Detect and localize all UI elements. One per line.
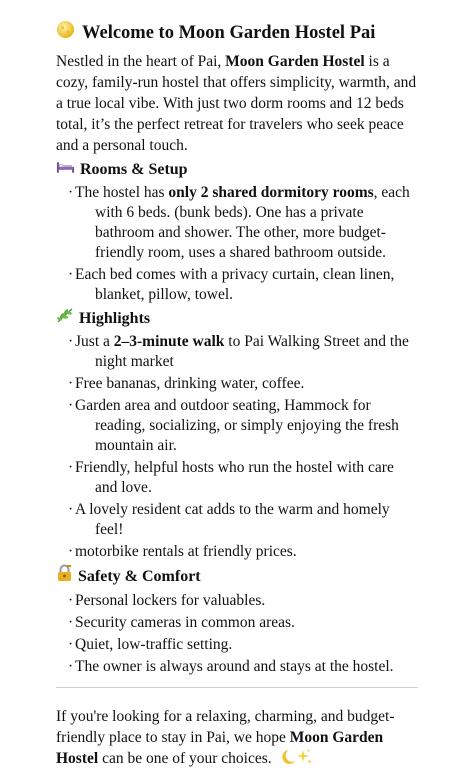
lock-icon xyxy=(56,564,73,589)
title-text: Welcome to Moon Garden Hostel Pai xyxy=(82,23,376,43)
intro-paragraph: Nestled in the heart of Pai, Moon Garden Hostel is a cozy, family-run hostel that offers simplicity, warmth, and a true local vibe. With just two dorm rooms and 12 beds total, it’s the perfect retreat for travelers who seek peace and a personal touch. xyxy=(56,53,417,154)
page-title xyxy=(56,20,418,46)
crescent-moon-sparkles-icon xyxy=(279,748,313,772)
list-item: · Security cameras in common areas. xyxy=(68,614,295,631)
list-item: · The owner is always around and stays at the hostel. xyxy=(68,658,394,675)
list-item: · Friendly, helpful hosts who run the hostel with care and love. xyxy=(68,459,394,496)
safety-heading: Safety & Comfort xyxy=(56,564,418,589)
divider xyxy=(56,687,418,688)
safety-list xyxy=(56,591,418,677)
herb-icon xyxy=(56,307,74,330)
list-item: · A lovely resident cat adds to the warm and homely feel! xyxy=(68,501,390,538)
highlights-list xyxy=(56,332,418,562)
closing-paragraph: If you're looking for a relaxing, charming, and budget-friendly place to stay in Pai, we hope Moon Garden Hostel can be one of your choices. xyxy=(56,706,418,772)
rooms-list xyxy=(56,183,418,305)
highlights-heading: Highlights xyxy=(56,307,418,330)
list-item: · Just a 2–3-minute walk to Pai Walking Street and the night market xyxy=(68,333,409,370)
list-item: · Personal lockers for valuables. xyxy=(68,592,266,609)
list-item: · motorbike rentals at friendly prices. xyxy=(68,543,297,560)
list-item: · The hostel has only 2 shared dormitory rooms, each with 6 beds. (bunk beds). One has a private bathroom and shower. The other, more budget-friendly room, uses a shared bathroom outside. xyxy=(68,184,410,261)
list-item: · Garden area and outdoor seating, Hammock for reading, socializing, or simply enjoying the fresh mountain air. xyxy=(68,397,399,454)
moon-icon xyxy=(56,20,75,46)
bed-icon xyxy=(56,159,75,181)
rooms-heading: Rooms & Setup xyxy=(56,159,418,181)
list-item: · Free bananas, drinking water, coffee. xyxy=(68,375,305,392)
list-item: · Quiet, low-traffic setting. xyxy=(68,636,233,653)
list-item: · Each bed comes with a privacy curtain, clean linen, blanket, pillow, towel. xyxy=(68,266,395,303)
